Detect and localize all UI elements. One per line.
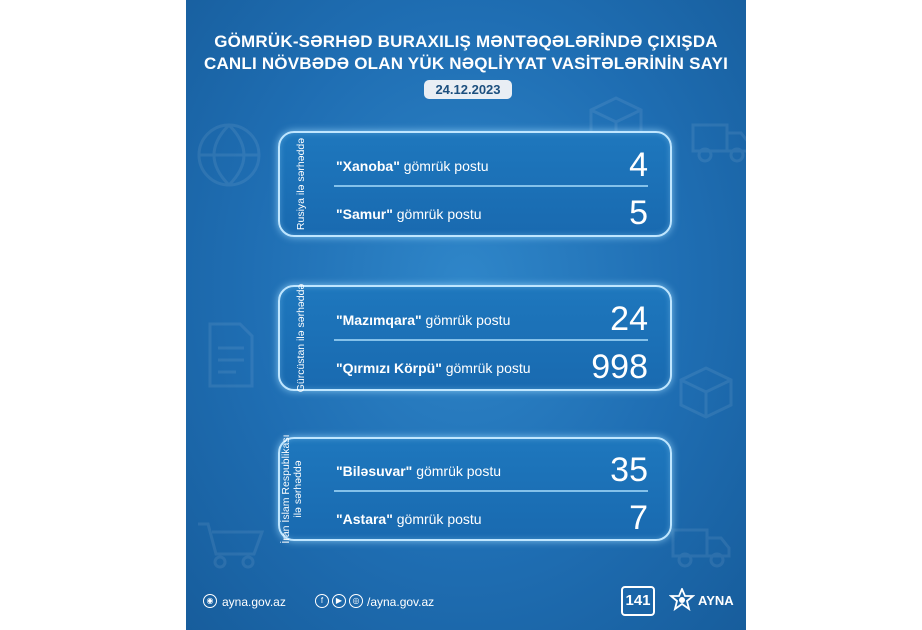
hotline-number: 141	[625, 592, 651, 609]
post-count: 24	[610, 300, 648, 338]
post-suffix: gömrük postu	[392, 511, 482, 527]
post-row-xanoba	[324, 143, 648, 183]
post-name: "Astara"	[336, 511, 393, 527]
post-row-bilesuvar	[324, 448, 648, 488]
post-count: 4	[629, 146, 648, 184]
post-count: 5	[629, 194, 648, 232]
row-divider	[334, 185, 648, 187]
website-link[interactable]: ayna.gov.az	[222, 595, 286, 609]
social-handle[interactable]: /ayna.gov.az	[367, 595, 435, 609]
document-deco-icon	[206, 320, 256, 390]
card-georgia-border	[278, 285, 672, 391]
post-row-samur	[324, 191, 648, 231]
truck-deco-icon-2	[666, 520, 736, 570]
post-suffix: gömrük postu	[399, 158, 489, 174]
post-label	[336, 360, 531, 376]
row-divider	[334, 339, 648, 341]
infographic-poster	[186, 0, 746, 630]
globe-deco-icon	[194, 120, 264, 190]
ayna-brand-text: AYNA	[698, 593, 734, 608]
post-label	[336, 158, 489, 174]
post-suffix: gömrük postu	[421, 312, 511, 328]
post-count: 35	[610, 451, 648, 489]
post-name: "Biləsuvar"	[336, 463, 413, 479]
ayna-logo	[669, 588, 695, 614]
globe-icon: ◉	[203, 594, 217, 608]
post-count: 998	[591, 348, 648, 386]
date-badge: 24.12.2023	[424, 80, 512, 99]
border-label-iran-line2: ilə sərhəddə	[292, 460, 304, 518]
hotline-141-logo	[621, 586, 655, 616]
post-suffix: gömrük postu	[412, 463, 502, 479]
post-label	[336, 463, 501, 479]
row-divider	[334, 490, 648, 492]
post-label	[336, 206, 482, 222]
youtube-icon[interactable]: ▶	[332, 594, 346, 608]
footer	[186, 586, 746, 616]
border-label-iran-line1: İran İslam Respublikası	[280, 434, 292, 544]
border-label-iran	[280, 419, 304, 559]
instagram-icon[interactable]: ◎	[349, 594, 363, 608]
post-name: "Samur"	[336, 206, 393, 222]
facebook-icon[interactable]: f	[315, 594, 329, 608]
border-label-georgia: Gürcüstan ilə sərhəddə	[295, 283, 307, 393]
post-label	[336, 312, 510, 328]
title-line-1: GÖMRÜK-SƏRHƏD BURAXILIŞ MƏNTƏQƏLƏRİNDƏ ÇIXIŞDA	[214, 32, 718, 51]
post-label	[336, 511, 482, 527]
post-suffix: gömrük postu	[441, 360, 531, 376]
truck-icon	[691, 115, 746, 165]
post-name: "Xanoba"	[336, 158, 400, 174]
post-name: "Mazımqara"	[336, 312, 422, 328]
cart-deco-icon	[196, 520, 266, 570]
box-deco-icon-2	[676, 360, 736, 420]
post-row-astara	[324, 496, 648, 536]
post-row-qirmizi-korpu	[324, 345, 648, 385]
card-russia-border	[278, 131, 672, 237]
post-suffix: gömrük postu	[392, 206, 482, 222]
post-name: "Qırmızı Körpü"	[336, 360, 442, 376]
card-iran-border	[278, 434, 672, 544]
post-count: 7	[629, 499, 648, 537]
border-label-russia: Rusiya ilə sərhəddə	[295, 137, 307, 231]
post-row-mazimqara	[324, 297, 648, 337]
title-line-2: CANLI NÖVBƏDƏ OLAN YÜK NƏQLİYYAT VASİTƏLƏRİNİN SAYI	[203, 54, 729, 73]
